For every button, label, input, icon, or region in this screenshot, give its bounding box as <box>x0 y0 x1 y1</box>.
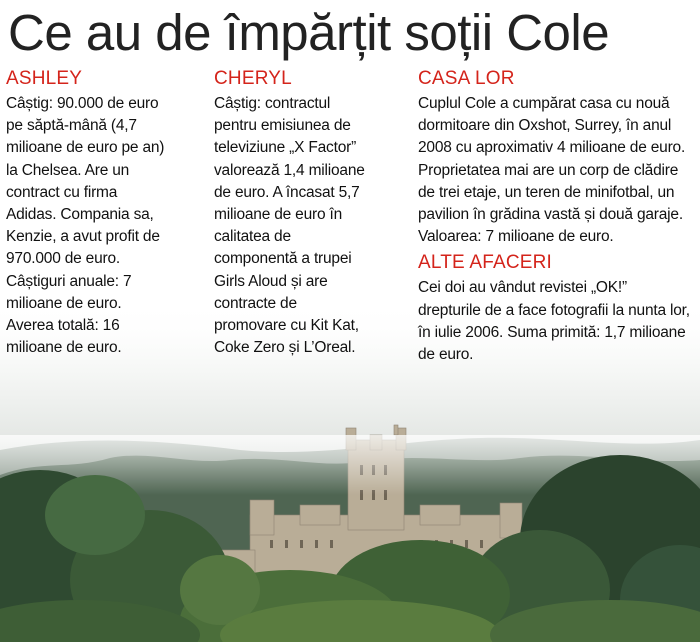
section-title-casa-lor: CASA LOR <box>418 68 515 89</box>
section-text-ashley: Câștig: 90.000 de euro pe săptă-mână (4,7 milioane de euro pe an) la Chelsea. Are un contract cu firma Adidas. Compania sa, Kenzie, a avut profit de 970.000 de euro. Câștiguri anuale: 7 milioane de euro. Averea totală: 16 milioane de euro. <box>6 95 165 357</box>
column-ashley <box>6 68 196 359</box>
section-text-alte-afaceri: Cei doi au vândut revistei „OK!” drepturile de a face fotografii la nunta lor, în iulie 2006. Suma primită: 1,7 milioane de euro. <box>418 279 690 364</box>
section-title-ashley: ASHLEY <box>6 68 83 89</box>
section-title-cheryl: CHERYL <box>214 68 292 89</box>
section-title-alte-afaceri: ALTE AFACERI <box>418 252 553 274</box>
column-cheryl <box>214 68 406 359</box>
column-casa-lor <box>418 68 698 366</box>
headline: Ce au de împărțit soții Cole <box>8 4 610 61</box>
section-text-cheryl: Câștig: contractul pentru emisiunea de televiziune „X Factor” valorează 1,4 milioane de euro. A încasat 5,7 milioane de euro în calitatea de componentă a trupei Girls Aloud și are contracte de promovare cu Kit Kat, Coke Zero și L’Oreal. <box>214 95 365 357</box>
section-text-casa-lor: Cuplul Cole a cumpărat casa cu nouă dormitoare din Oxshot, Surrey, în anul 2008 cu aproximativ 4 milioane de euro. Proprietatea mai are un corp de clădire de trei etaje, un teren de minifotbal, un pavilion în grădina vastă și două garaje. Valoarea: 7 milioane de euro. <box>418 95 686 246</box>
